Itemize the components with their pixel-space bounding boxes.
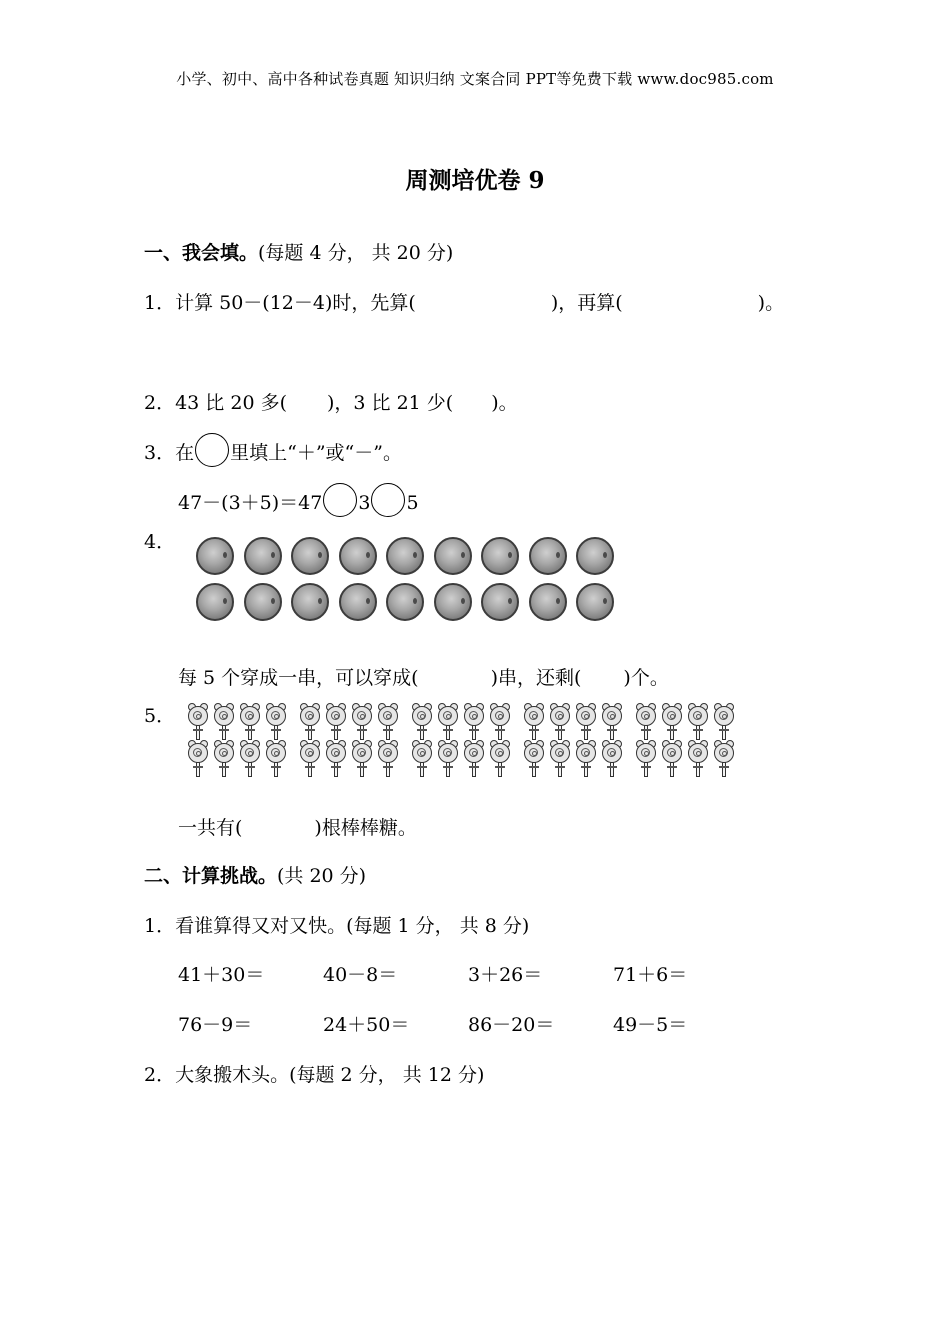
ball-icon xyxy=(196,583,234,621)
q-number: 1． xyxy=(144,915,176,937)
ball-icon xyxy=(529,583,567,621)
lollipop-icon xyxy=(714,706,734,740)
lollipop-icon xyxy=(378,706,398,740)
ball-icon xyxy=(481,537,519,575)
q-text: )。 xyxy=(757,292,785,314)
ball-icon xyxy=(339,583,377,621)
lollipop-icon xyxy=(688,743,708,777)
lollipop-icon xyxy=(352,706,372,740)
calc-item: 40－8＝ xyxy=(323,964,398,986)
question-2-1 xyxy=(144,911,529,938)
lollipop-icon xyxy=(266,743,286,777)
lollipop-grid xyxy=(188,706,748,778)
q-text: )，再算( xyxy=(550,292,623,314)
q-text: )串，还剩( xyxy=(490,667,582,689)
lollipop-icon xyxy=(464,743,484,777)
section1-note: (每题 4 分， 共 20 分) xyxy=(258,242,454,264)
ball-icon xyxy=(291,537,329,575)
lollipop-icon xyxy=(188,706,208,740)
lollipop-icon xyxy=(490,743,510,777)
lollipop-icon xyxy=(602,706,622,740)
lollipop-icon xyxy=(378,743,398,777)
question-1-2 xyxy=(144,388,518,415)
q-text: 大象搬木头。(每题 2 分， 共 12 分) xyxy=(175,1064,485,1086)
ball-icon xyxy=(244,537,282,575)
q-number: 2． xyxy=(144,392,176,414)
circle-blank-icon xyxy=(195,433,229,467)
q-text: )，3 比 21 少( xyxy=(326,392,454,414)
ball-icon xyxy=(386,537,424,575)
ball-icon xyxy=(434,537,472,575)
header-banner: 小学、初中、高中各种试卷真题 知识归纳 文案合同 PPT等免费下载 www.doc985.com xyxy=(176,70,774,88)
ball-icon xyxy=(434,583,472,621)
q-text: 计算 50－(12－4)时，先算( xyxy=(175,292,416,314)
lollipop-icon xyxy=(602,743,622,777)
calc-item: 24＋50＝ xyxy=(323,1014,410,1036)
ball-icon xyxy=(244,583,282,621)
section1-heading xyxy=(144,238,453,265)
q-text: )。 xyxy=(491,392,518,414)
question-1-5-number: 5． xyxy=(144,705,176,727)
lollipop-icon xyxy=(576,706,596,740)
q-number: 3． xyxy=(144,442,176,464)
ball-icon xyxy=(576,537,614,575)
section2-heading xyxy=(144,861,366,888)
lollipop-icon xyxy=(326,743,346,777)
question-1-3-expression xyxy=(178,488,419,517)
calc-item: 49－5＝ xyxy=(613,1014,688,1036)
lollipop-icon xyxy=(438,706,458,740)
question-1-3 xyxy=(144,438,402,467)
lollipop-icon xyxy=(714,743,734,777)
q-text: 43 比 20 多( xyxy=(175,392,287,414)
q-text: )个。 xyxy=(623,667,669,689)
q-text: 在 xyxy=(175,442,195,464)
lollipop-icon xyxy=(688,706,708,740)
calc-item: 71＋6＝ xyxy=(613,964,688,986)
question-1-4-text xyxy=(178,663,669,690)
ball-icon xyxy=(481,583,519,621)
q-text: 里填上“＋”或“－”。 xyxy=(230,442,402,464)
section2-note: (共 20 分) xyxy=(277,865,367,887)
ball-icon xyxy=(339,537,377,575)
page-title: 周测培优卷 9 xyxy=(405,167,545,194)
ball-icon xyxy=(576,583,614,621)
lollipop-icon xyxy=(576,743,596,777)
expr-part: 3 xyxy=(358,492,371,514)
question-2-2 xyxy=(144,1060,484,1087)
q-text: 每 5 个穿成一串，可以穿成( xyxy=(178,667,419,689)
q-text: )根棒棒糖。 xyxy=(314,817,417,839)
calc-item: 76－9＝ xyxy=(178,1014,253,1036)
lollipop-icon xyxy=(412,706,432,740)
lollipop-icon xyxy=(438,743,458,777)
lollipop-icon xyxy=(240,743,260,777)
lollipop-icon xyxy=(214,706,234,740)
expr-part: 5 xyxy=(406,492,419,514)
lollipop-icon xyxy=(214,743,234,777)
operator-circle-1[interactable] xyxy=(323,483,357,517)
lollipop-icon xyxy=(550,743,570,777)
lollipop-icon xyxy=(266,706,286,740)
ball-icon xyxy=(291,583,329,621)
calc-item: 3＋26＝ xyxy=(468,964,543,986)
section2-title: 二、计算挑战。 xyxy=(144,865,278,887)
ball-icon xyxy=(529,537,567,575)
q-text: 看谁算得又对又快。(每题 1 分， 共 8 分) xyxy=(175,915,530,937)
lollipop-icon xyxy=(524,706,544,740)
lollipop-icon xyxy=(464,706,484,740)
q-number: 1． xyxy=(144,292,176,314)
lollipop-icon xyxy=(412,743,432,777)
lollipop-icon xyxy=(300,706,320,740)
calc-item: 41＋30＝ xyxy=(178,964,265,986)
lollipop-icon xyxy=(490,706,510,740)
lollipop-icon xyxy=(662,706,682,740)
lollipop-icon xyxy=(524,743,544,777)
ball-icon xyxy=(386,583,424,621)
lollipop-icon xyxy=(240,706,260,740)
ball-icon xyxy=(196,537,234,575)
lollipop-icon xyxy=(550,706,570,740)
question-1-4-number: 4． xyxy=(144,531,176,553)
question-1-1 xyxy=(144,288,784,315)
lollipop-icon xyxy=(636,743,656,777)
question-1-5-text xyxy=(178,813,417,840)
lollipop-icon xyxy=(662,743,682,777)
section1-title: 一、我会填。 xyxy=(144,242,259,264)
expr-part: 47－(3＋5)＝47 xyxy=(178,492,323,514)
q-number: 2． xyxy=(144,1064,176,1086)
q-text: 一共有( xyxy=(178,817,243,839)
lollipop-icon xyxy=(636,706,656,740)
lollipop-icon xyxy=(326,706,346,740)
lollipop-icon xyxy=(352,743,372,777)
lollipop-icon xyxy=(188,743,208,777)
lollipop-icon xyxy=(300,743,320,777)
calc-item: 86－20＝ xyxy=(468,1014,555,1036)
operator-circle-2[interactable] xyxy=(371,483,405,517)
